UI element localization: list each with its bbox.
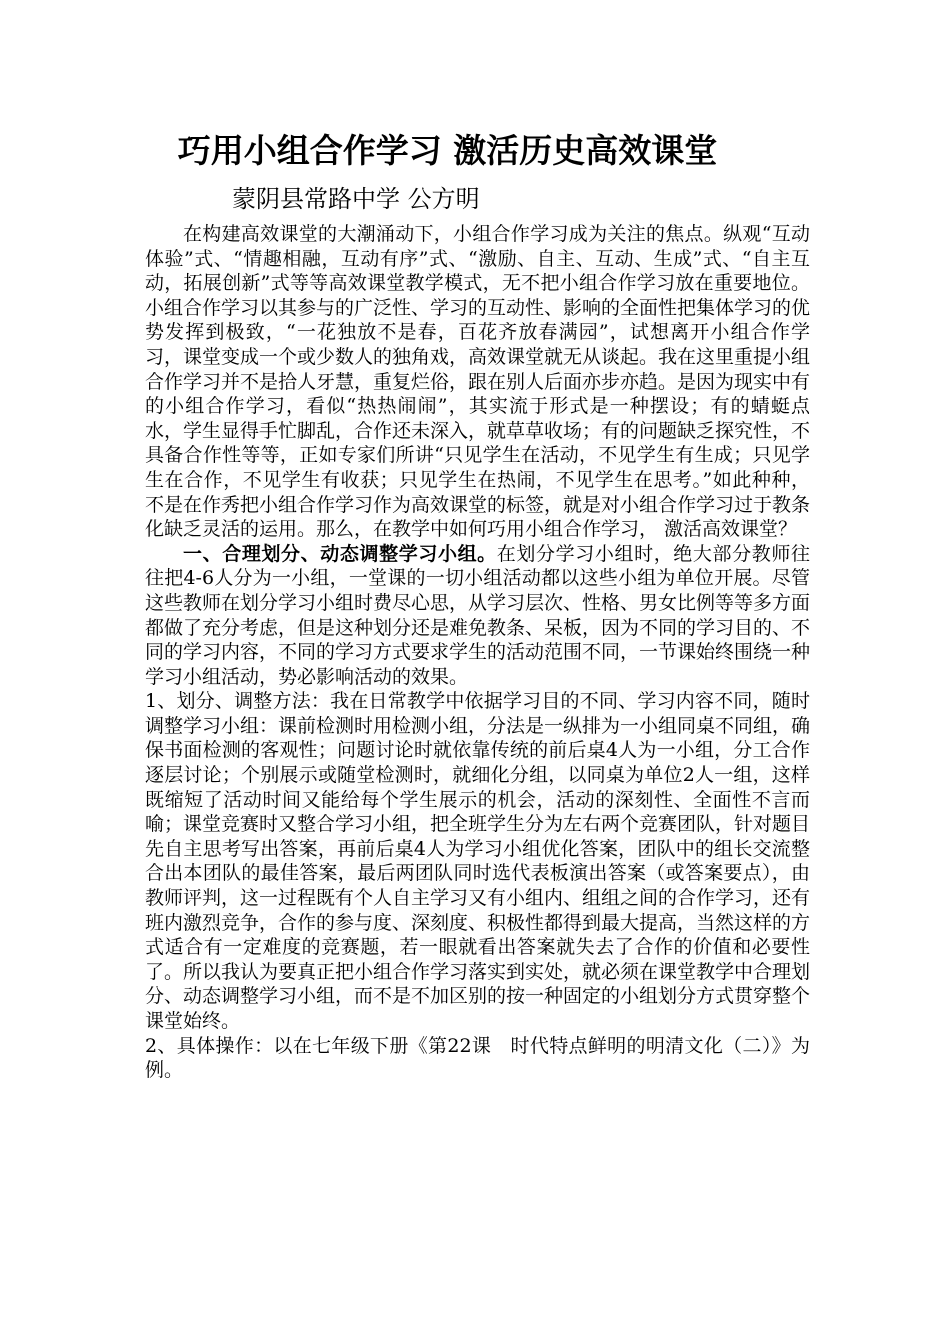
author-line: 蒙阴县常路中学 公方明 bbox=[232, 185, 480, 213]
document-body bbox=[145, 222, 810, 1083]
document-title: 巧用小组合作学习 激活历史高效课堂 bbox=[177, 131, 718, 170]
intro-paragraph: 在构建高效课堂的大潮涌动下，小组合作学习成为关注的焦点。纵观“互动体验”式、“情趣相融，互动有序”式、“激励、自主、互动、生成”式、“自主互动，拓展创新”式等等高效课堂教学模式，无不把小组合作学习放在重要地位。小组合作学习以其参与的广泛性、学习的互动性、影响的全面性把集体学习的优势发挥到极致，“一花独放不是春，百花齐放春满园”，试想离开小组合作学习，课堂变成一个或少数人的独角戏，高效课堂就无从谈起。我在这里重提小组合作学习并不是拾人牙慧，重复烂俗，跟在别人后面亦步亦趋。是因为现实中有的小组合作学习，看似“热热闹闹”，其实流于形式是一种摆设；有的蜻蜓点水，学生显得手忙脚乱，合作还未深入，就草草收场；有的问题缺乏探究性，不具备合作性等等，正如专家们所讲“只见学生在活动，不见学生有生成；只见学生在合作，不见学生有收获；只见学生在热闹，不见学生在思考。”如此种种，不是在作秀把小组合作学习作为高效课堂的标签，就是对小组合作学习过于教条化缺乏灵活的运用。那么，在教学中如何巧用小组合作学习， 激活高效课堂？ bbox=[145, 223, 811, 541]
point-2-paragraph: 2、具体操作：以在七年级下册《第22课 时代特点鲜明的明清文化（二）》为例。 bbox=[145, 1034, 810, 1082]
section-1-text: 在划分学习小组时，绝大部分教师往往把4-6人分为一小组，一堂课的一切小组活动都以这些小组为单位开展。尽管这些教师在划分学习小组时费尽心思，从学习层次、性格、男女比例等等多方面都做了充分考虑，但是这种划分还是难免教条、呆板，因为不同的学习目的、不同的学习内容，不同的学习方式要求学生的活动范围不同，一节课始终围绕一种学习小组活动，势必影响活动的效果。 bbox=[145, 542, 811, 688]
section-1-heading: 一、合理划分、动态调整学习小组。 bbox=[183, 542, 497, 565]
point-1-paragraph: 1、划分、调整方法：我在日常教学中依据学习目的不同、学习内容不同，随时调整学习小组：课前检测时用检测小组，分法是一纵排为一小组同桌不同组，确保书面检测的客观性；问题讨论时就依靠传统的前后桌4人为一小组，分工合作逐层讨论；个别展示或随堂检测时，就细化分组，以同桌为单位2人一组，这样既缩短了活动时间又能给每个学生展示的机会，活动的深刻性、全面性不言而喻；课堂竞赛时又整合学习小组，把全班学生分为左右两个竞赛团队，针对题目先自主思考写出答案，再前后桌4人为学习小组优化答案，团队中的组长交流整合出本团队的最佳答案，最后两团队同时选代表板演出答案（或答案要点），由教师评判，这一过程既有个人自主学习又有小组内、组组之间的合作学习，还有班内激烈竞争，合作的参与度、深刻度、积极性都得到最大提高，当然这样的方式适合有一定难度的竞赛题，若一眼就看出答案就失去了合作的价值和必要性了。所以我认为要真正把小组合作学习落实到实处，就必须在课堂教学中合理划分、动态调整学习小组，而不是不加区别的按一种固定的小组划分方式贯穿整个课堂始终。 bbox=[145, 690, 811, 1032]
section-1-paragraph bbox=[145, 542, 810, 690]
